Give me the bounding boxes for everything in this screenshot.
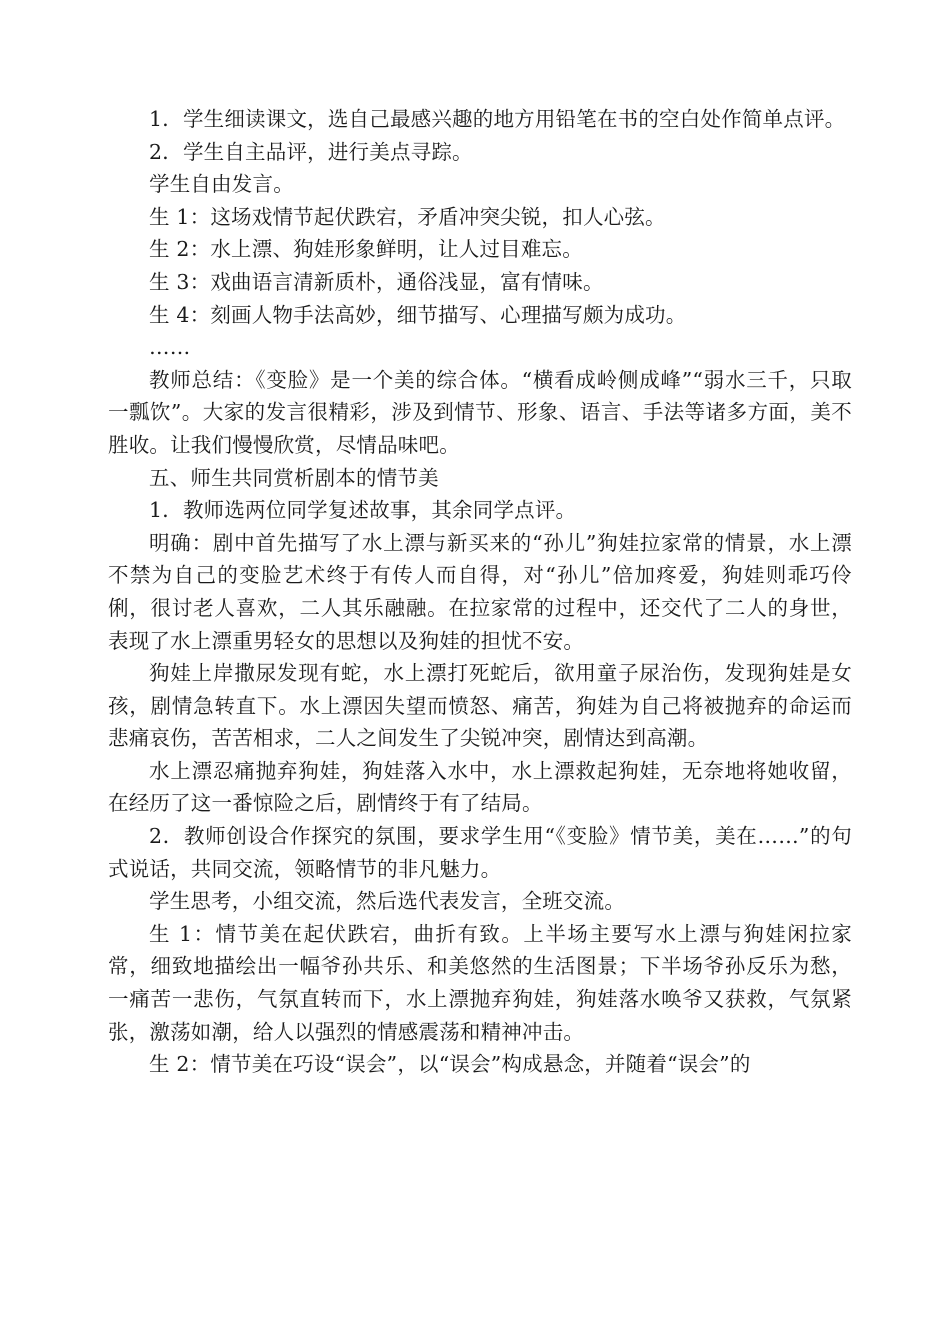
section-heading-five: 五、师生共同赏析剧本的情节美 xyxy=(149,465,439,490)
paragraph-plot-ending: 水上漂忍痛抛弃狗娃，狗娃落入水中，水上漂救起狗娃，无奈地将她收留，在经历了这一番惊险之后，剧情终于有了结局。 xyxy=(108,758,852,816)
paragraph-step-1: 1．学生细读课文，选自己最感兴趣的地方用铅笔在书的空白处作简单点评。 xyxy=(149,107,846,131)
paragraph-answer-2: 生 2：情节美在巧设“误会”，以“误会”构成悬念，并随着“误会”的 xyxy=(149,1052,751,1077)
paragraph-clarify: 明确：剧中首先描写了水上漂与新买来的“孙儿”狗娃拉家常的情景，水上漂不禁为自己的变脸艺术终于有传人而自得，对“孙儿”倍加疼爱，狗娃则乖巧伶俐，很讨老人喜欢，二人其乐融融。在拉家常的过程中，还交代了二人的身世，表现了水上漂重男轻女的思想以及狗娃的担忧不安。 xyxy=(108,530,852,653)
paragraph-student-3: 生 3：戏曲语言清新质朴，通俗浅显，富有情味。 xyxy=(149,269,604,294)
paragraph-student-2: 生 2：水上漂、狗娃形象鲜明，让人过目难忘。 xyxy=(149,237,583,262)
paragraph-student-1: 生 1：这场戏情节起伏跌宕，矛盾冲突尖锐，扣人心弦。 xyxy=(149,204,666,229)
paragraph-answer-1: 生 1：情节美在起伏跌宕，曲折有致。上半场主要写水上漂与狗娃闲拉家常，细致地描绘出一幅爷孙共乐、和美悠然的生活图景；下半场爷孙反乐为愁，一痛苦一悲伤，气氛直转而下，水上漂抛弃狗娃，狗娃落水唤爷又获救，气氛紧张，激荡如潮，给人以强烈的情感震荡和精神冲击。 xyxy=(108,921,852,1044)
document-body xyxy=(108,103,852,1081)
paragraph-retell: 1．教师选两位同学复述故事，其余同学点评。 xyxy=(149,498,577,523)
paragraph-free-speech: 学生自由发言。 xyxy=(149,172,294,197)
paragraph-group-discussion: 学生思考，小组交流，然后选代表发言，全班交流。 xyxy=(149,889,626,914)
paragraph-plot-turn: 狗娃上岸撒尿发现有蛇，水上漂打死蛇后，欲用童子尿治伤，发现狗娃是女孩，剧情急转直下。水上漂因失望而愤怒、痛苦，狗娃为自己将被抛弃的命运而悲痛哀伤，苦苦相求，二人之间发生了尖锐冲突，剧情达到高潮。 xyxy=(108,661,852,751)
paragraph-student-4: 生 4：刻画人物手法高妙，细节描写、心理描写颇为成功。 xyxy=(149,302,687,327)
paragraph-ellipsis: …… xyxy=(149,335,191,360)
paragraph-teacher-summary: 教师总结：《变脸》是一个美的综合体。“横看成岭侧成峰”“弱水三千，只取一瓢饮”。大家的发言很精彩，涉及到情节、形象、语言、手法等诸多方面，美不胜收。让我们慢慢欣赏，尽情品味吧。 xyxy=(108,367,852,457)
paragraph-step-2: 2．学生自主品评，进行美点寻踪。 xyxy=(149,139,473,164)
paragraph-step-explore: 2．教师创设合作探究的氛围，要求学生用“《变脸》情节美，美在……”的句式说话，共同交流，领略情节的非凡魅力。 xyxy=(108,824,852,881)
